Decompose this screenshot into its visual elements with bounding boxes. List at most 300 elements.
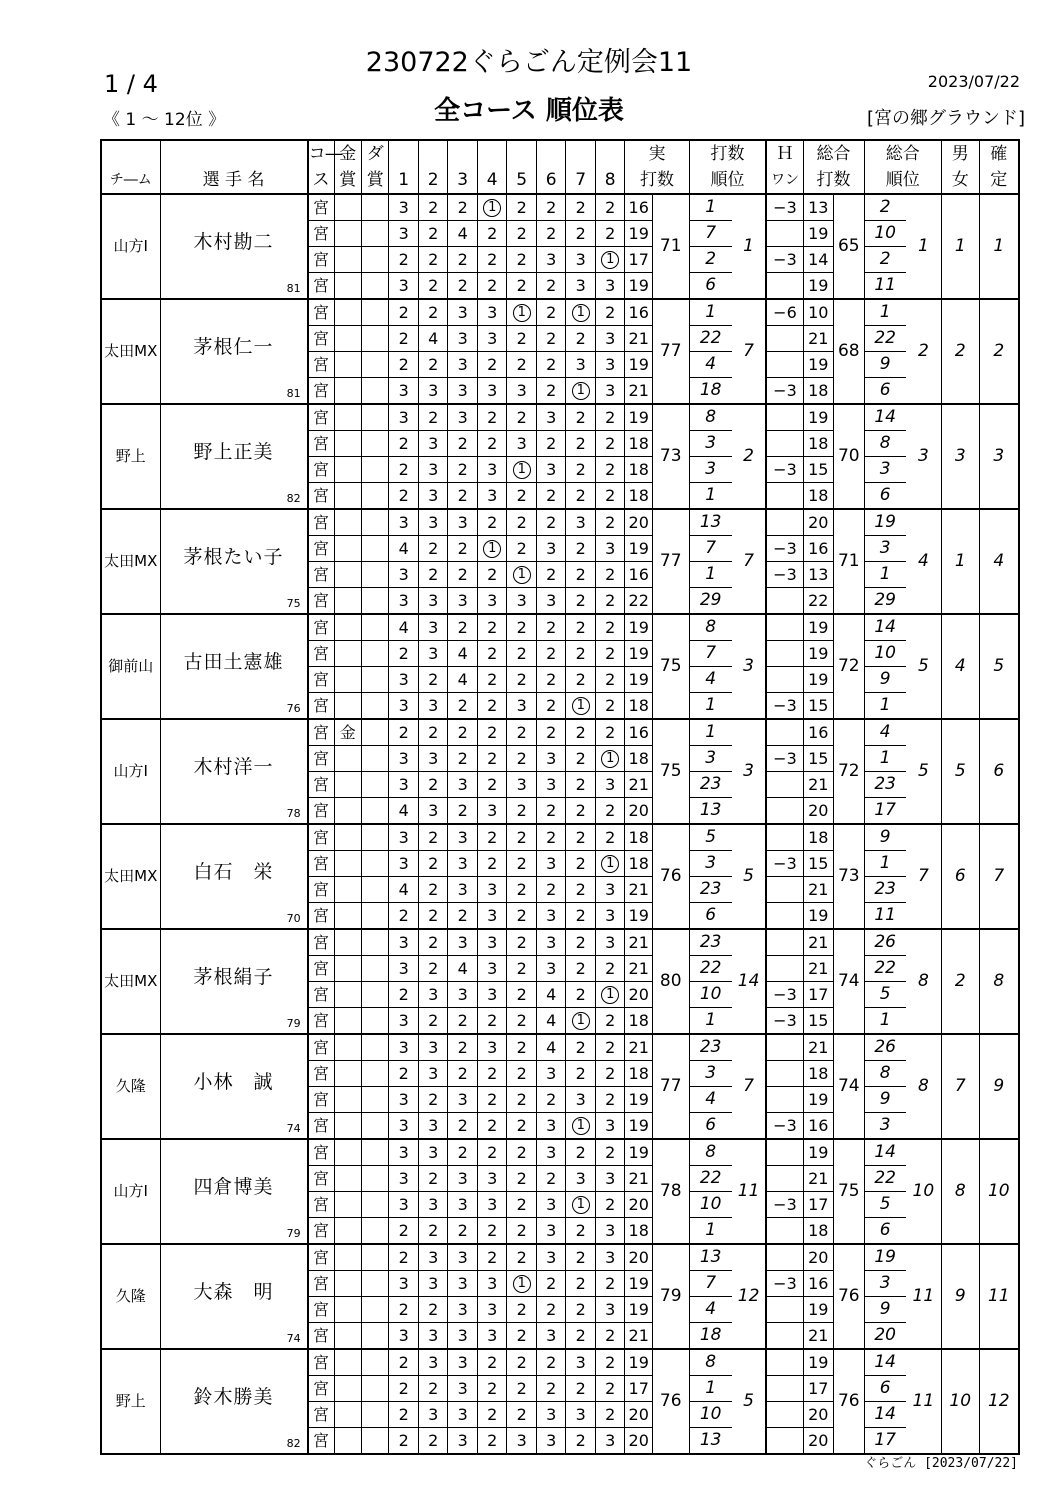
hole-score-cell: 3 [477, 1192, 507, 1218]
hole-in-one-bonus [766, 588, 803, 615]
hole-score-cell: 2 [448, 194, 478, 221]
round-total-rank: 14 [864, 1349, 906, 1376]
round-stroke-rank: 6 [689, 903, 732, 930]
hole-score-cell: 2 [418, 1008, 448, 1035]
hole-score-cell: 3 [389, 1192, 419, 1218]
hole-score-cell: 2 [477, 1139, 507, 1166]
round-stroke-rank: 3 [689, 746, 732, 772]
hole-in-one-bonus: −3 [766, 247, 803, 273]
player-name [160, 1139, 308, 1244]
round-total-score: 19 [803, 1087, 834, 1113]
actual-strokes: 80 [652, 929, 689, 1034]
hole-score-cell: 3 [536, 929, 566, 956]
da-cell [362, 509, 389, 536]
course-cell: 宮 [308, 1297, 334, 1323]
hole-score-cell: 2 [595, 798, 625, 825]
hole-score-cell: 2 [595, 1402, 625, 1428]
hole-score-cell: 2 [566, 588, 596, 615]
da-cell [362, 1139, 389, 1166]
round-score: 16 [625, 719, 652, 746]
hole-score-cell: 2 [566, 641, 596, 667]
hole-in-one-bonus [766, 1087, 803, 1113]
hole-score-cell: 2 [418, 536, 448, 562]
hole-score-cell: 3 [418, 982, 448, 1008]
player-name [160, 614, 308, 719]
hole-score-cell: 3 [418, 1139, 448, 1166]
hole-score-cell: 2 [595, 956, 625, 982]
round-total-score: 19 [803, 1297, 834, 1323]
overall-rank: 11 [906, 1244, 942, 1349]
round-score: 21 [625, 1034, 652, 1061]
event-date: 2023/07/22 [927, 72, 1020, 91]
hole-score-cell: 2 [477, 1218, 507, 1245]
round-score: 19 [625, 1349, 652, 1376]
round-total-score: 19 [803, 667, 834, 693]
round-total-rank: 23 [864, 877, 906, 903]
hole-score-cell: 3 [448, 404, 478, 431]
actual-strokes: 77 [652, 299, 689, 404]
kin-cell [334, 562, 361, 588]
player-name-text: 小林 誠 [193, 1071, 274, 1093]
hole-score-cell: 2 [418, 719, 448, 746]
hole-score-cell: 2 [536, 877, 566, 903]
hole-score-cell: 2 [595, 1087, 625, 1113]
sex-rank: 9 [941, 1244, 979, 1349]
actual-strokes: 73 [652, 404, 689, 509]
kin-cell [334, 1218, 361, 1245]
hole-in-one-mark: 1 [572, 697, 590, 715]
player-name-text: 茅根仁一 [193, 336, 274, 358]
round-stroke-rank: 22 [689, 326, 732, 352]
round-total-score: 19 [803, 1139, 834, 1166]
sex-rank: 2 [941, 929, 979, 1034]
hole-score-cell: 3 [507, 588, 537, 615]
hole-in-one-mark: 1 [601, 251, 619, 269]
round-total-rank: 14 [864, 404, 906, 431]
course-cell: 宮 [308, 509, 334, 536]
round-total-rank: 6 [864, 483, 906, 510]
round-total-rank: 5 [864, 1192, 906, 1218]
hole-score-cell: 3 [389, 746, 419, 772]
player-name [160, 1034, 308, 1139]
round-score: 21 [625, 378, 652, 405]
hole-score-cell: 2 [477, 562, 507, 588]
hole-score-cell: 3 [448, 772, 478, 798]
hole-score-cell: 3 [536, 1061, 566, 1087]
hole-score-cell: 2 [389, 1244, 419, 1271]
hole-score-cell: 3 [389, 1113, 419, 1140]
hole-score-cell: 2 [595, 1008, 625, 1035]
kin-cell [334, 1428, 361, 1455]
da-cell [362, 1323, 389, 1350]
actual-strokes: 79 [652, 1244, 689, 1349]
hole-score-cell: 2 [477, 824, 507, 851]
hole-score-cell: 2 [477, 1402, 507, 1428]
page-title: 230722ぐらごん定例会11 [365, 47, 693, 78]
hole-score-cell: 2 [507, 614, 537, 641]
hole-score-cell: 2 [536, 562, 566, 588]
hole-score-cell: 2 [507, 982, 537, 1008]
kin-cell [334, 1034, 361, 1061]
hole-score-cell: 2 [418, 877, 448, 903]
course-cell: 宮 [308, 1218, 334, 1245]
hole-score-cell: 3 [389, 1271, 419, 1297]
hole-score-cell: 2 [477, 1428, 507, 1455]
round-total-score: 20 [803, 1244, 834, 1271]
round-total-rank: 22 [864, 956, 906, 982]
hole-score-cell: 2 [448, 719, 478, 746]
course-cell: 宮 [308, 614, 334, 641]
hole-in-one-bonus: −3 [766, 1192, 803, 1218]
kin-cell [334, 457, 361, 483]
hole-score-cell: 2 [418, 221, 448, 247]
round-total-rank: 8 [864, 431, 906, 457]
hole-score-cell: 2 [448, 1139, 478, 1166]
da-cell [362, 273, 389, 300]
da-cell [362, 851, 389, 877]
hole-score-cell: 2 [536, 483, 566, 510]
hole-score-cell: 3 [448, 1166, 478, 1192]
round-score: 18 [625, 824, 652, 851]
course-cell: 宮 [308, 1139, 334, 1166]
hole-score-cell: 2 [507, 1008, 537, 1035]
hole-score-cell [566, 1008, 596, 1035]
hole-score-cell: 3 [536, 1428, 566, 1455]
hole-score-cell: 2 [507, 326, 537, 352]
hole-score-cell: 2 [507, 877, 537, 903]
hole-score-cell: 2 [507, 1218, 537, 1245]
hole-score-cell: 3 [448, 1323, 478, 1350]
hole-score-cell: 2 [507, 1139, 537, 1166]
sex-rank: 1 [941, 194, 979, 299]
course-cell: 宮 [308, 693, 334, 720]
hole-score-cell: 3 [418, 457, 448, 483]
hole-score-cell: 2 [448, 798, 478, 825]
hole-score-cell: 2 [595, 1034, 625, 1061]
hole-score-cell: 2 [595, 194, 625, 221]
hole-score-cell: 3 [477, 798, 507, 825]
round-total-rank: 10 [864, 641, 906, 667]
round-score: 19 [625, 641, 652, 667]
round-score: 17 [625, 247, 652, 273]
hole-score-cell: 2 [566, 1376, 596, 1402]
hole-score-cell: 3 [448, 299, 478, 326]
hole-score-cell: 3 [418, 798, 448, 825]
actual-strokes: 77 [652, 1034, 689, 1139]
course-cell: 宮 [308, 1061, 334, 1087]
kin-cell [334, 1323, 361, 1350]
round-total-score: 19 [803, 903, 834, 930]
round-total-rank: 9 [864, 352, 906, 378]
hole-score-cell: 3 [507, 378, 537, 405]
hole-score-cell: 2 [418, 194, 448, 221]
round-score: 21 [625, 877, 652, 903]
course-cell: 宮 [308, 1166, 334, 1192]
kin-cell: 金 [334, 719, 361, 746]
rank-range: 《 1 ～ 12位 》 [103, 110, 226, 130]
hole-score-cell: 2 [477, 746, 507, 772]
kin-cell [334, 352, 361, 378]
round-score: 21 [625, 772, 652, 798]
round-total-score: 14 [803, 247, 834, 273]
hole-score-cell [566, 378, 596, 405]
hole-score-cell: 2 [566, 798, 596, 825]
hole-score-cell: 2 [418, 903, 448, 930]
hole-score-cell: 2 [477, 1376, 507, 1402]
hole-score-cell: 2 [566, 1297, 596, 1323]
player-age: 82 [286, 492, 301, 505]
hole-score-cell: 3 [448, 1349, 478, 1376]
round-score: 19 [625, 614, 652, 641]
kin-cell [334, 798, 361, 825]
da-cell [362, 1061, 389, 1087]
kin-cell [334, 1192, 361, 1218]
hole-score-cell: 3 [389, 194, 419, 221]
hole-score-cell: 3 [477, 1166, 507, 1192]
course-cell: 宮 [308, 326, 334, 352]
round-total-score: 19 [803, 641, 834, 667]
hole-score-cell: 2 [389, 483, 419, 510]
hole-in-one-bonus [766, 956, 803, 982]
kin-cell [334, 1113, 361, 1140]
hole-score-cell: 2 [389, 457, 419, 483]
hole-score-cell: 2 [595, 641, 625, 667]
hole-in-one-bonus [766, 352, 803, 378]
hole-score-cell: 3 [536, 851, 566, 877]
round-stroke-rank: 7 [689, 641, 732, 667]
round-total-score: 16 [803, 536, 834, 562]
hole-score-cell: 2 [536, 273, 566, 300]
hole-score-cell: 2 [536, 667, 566, 693]
hole-score-cell: 2 [507, 667, 537, 693]
hole-score-cell: 2 [566, 614, 596, 641]
round-score: 19 [625, 221, 652, 247]
hole-score-cell: 2 [566, 746, 596, 772]
hole-in-one-bonus [766, 1428, 803, 1455]
round-total-rank: 3 [864, 457, 906, 483]
round-stroke-rank: 3 [689, 851, 732, 877]
player-team: 山方Ⅰ [101, 1139, 160, 1244]
hole-score-cell: 3 [595, 536, 625, 562]
round-total-score: 21 [803, 326, 834, 352]
round-score: 20 [625, 798, 652, 825]
hole-score-cell: 2 [595, 1061, 625, 1087]
col-final: 確 [979, 140, 1019, 167]
table-body [101, 194, 1019, 1454]
hole-in-one-bonus: −3 [766, 378, 803, 405]
total-strokes: 76 [834, 1244, 865, 1349]
hole-score-cell: 3 [477, 1297, 507, 1323]
da-cell [362, 641, 389, 667]
total-strokes: 74 [834, 929, 865, 1034]
col-kin: 金 [334, 140, 361, 167]
round-score: 21 [625, 1323, 652, 1350]
round-total-score: 18 [803, 824, 834, 851]
round-score: 20 [625, 1402, 652, 1428]
round-stroke-rank: 23 [689, 929, 732, 956]
player-name [160, 299, 308, 404]
hole-score-cell: 2 [507, 1034, 537, 1061]
venue: [宮の郷グラウンド] [866, 108, 1025, 129]
course-cell: 宮 [308, 746, 334, 772]
round-total-rank: 29 [864, 588, 906, 615]
kin-cell [334, 431, 361, 457]
col-hole: 2 [418, 167, 448, 194]
hole-score-cell: 3 [448, 1402, 478, 1428]
hole-in-one-bonus: −3 [766, 457, 803, 483]
col-hole: 5 [507, 167, 537, 194]
col-hole: 4 [477, 167, 507, 194]
player-name-text: 野上正美 [193, 441, 274, 463]
player-age: 78 [286, 807, 301, 820]
hole-score-cell: 2 [536, 1271, 566, 1297]
round-stroke-rank: 10 [689, 982, 732, 1008]
hole-score-cell: 2 [448, 536, 478, 562]
course-cell: 宮 [308, 378, 334, 405]
hole-score-cell: 2 [536, 326, 566, 352]
course-cell: 宮 [308, 772, 334, 798]
final-rank: 3 [979, 404, 1019, 509]
hole-in-one-mark: 1 [572, 382, 590, 400]
course-cell: 宮 [308, 1244, 334, 1271]
hole-score-cell: 2 [595, 1271, 625, 1297]
overall-rank: 7 [906, 824, 942, 929]
course-cell: 宮 [308, 562, 334, 588]
hole-score-cell: 2 [448, 247, 478, 273]
round-total-rank: 9 [864, 1297, 906, 1323]
hole-score-cell: 3 [566, 509, 596, 536]
hole-score-cell: 2 [536, 299, 566, 326]
hole-score-cell: 2 [536, 641, 566, 667]
kin-cell [334, 772, 361, 798]
round-total-score: 21 [803, 1166, 834, 1192]
round-total-score: 18 [803, 483, 834, 510]
col-total: 総合 [803, 140, 864, 167]
round-total-rank: 1 [864, 851, 906, 877]
hole-in-one-bonus [766, 903, 803, 930]
hole-score-cell: 2 [536, 824, 566, 851]
hole-in-one-bonus: −3 [766, 982, 803, 1008]
hole-in-one-bonus [766, 273, 803, 300]
hole-score-cell: 4 [389, 536, 419, 562]
hole-score-cell [595, 851, 625, 877]
hole-score-cell: 2 [389, 1428, 419, 1455]
hole-score-cell: 3 [536, 1323, 566, 1350]
round-total-score: 17 [803, 1376, 834, 1402]
course-cell: 宮 [308, 273, 334, 300]
player-name [160, 824, 308, 929]
round-total-score: 18 [803, 1061, 834, 1087]
hole-score-cell: 2 [418, 273, 448, 300]
hole-score-cell: 3 [418, 509, 448, 536]
hole-score-cell: 2 [448, 614, 478, 641]
hole-score-cell: 2 [536, 431, 566, 457]
hole-score-cell: 3 [507, 693, 537, 720]
hole-score-cell: 3 [418, 1323, 448, 1350]
hole-score-cell: 3 [389, 1008, 419, 1035]
hole-score-cell: 3 [418, 1113, 448, 1140]
overall-rank: 3 [906, 404, 942, 509]
round-stroke-rank: 22 [689, 956, 732, 982]
hole-score-cell: 2 [566, 326, 596, 352]
hole-score-cell: 3 [448, 326, 478, 352]
hole-score-cell: 4 [448, 956, 478, 982]
da-cell [362, 667, 389, 693]
hole-score-cell: 2 [566, 877, 596, 903]
hole-in-one-bonus [766, 719, 803, 746]
table-row [101, 404, 1019, 431]
round-total-score: 21 [803, 877, 834, 903]
hole-score-cell: 2 [477, 1061, 507, 1087]
kin-cell [334, 667, 361, 693]
hole-score-cell: 2 [507, 929, 537, 956]
hole-in-one-bonus: −3 [766, 194, 803, 221]
total-strokes: 70 [834, 404, 865, 509]
hole-score-cell: 2 [477, 641, 507, 667]
round-score: 19 [625, 1113, 652, 1140]
round-score: 19 [625, 536, 652, 562]
hole-score-cell: 3 [448, 509, 478, 536]
hole-score-cell: 3 [418, 588, 448, 615]
hole-in-one-bonus: −3 [766, 1008, 803, 1035]
da-cell [362, 824, 389, 851]
hole-score-cell: 2 [418, 667, 448, 693]
da-cell [362, 352, 389, 378]
hole-in-one-bonus: −3 [766, 562, 803, 588]
hole-score-cell: 3 [418, 1402, 448, 1428]
round-total-rank: 9 [864, 1087, 906, 1113]
kin-cell [334, 929, 361, 956]
course-cell: 宮 [308, 431, 334, 457]
round-total-score: 16 [803, 1113, 834, 1140]
hole-score-cell: 2 [595, 221, 625, 247]
hole-score-cell: 2 [566, 1323, 596, 1350]
hole-score-cell: 2 [477, 851, 507, 877]
total-strokes: 76 [834, 1349, 865, 1454]
round-stroke-rank: 18 [689, 1323, 732, 1350]
hole-score-cell: 2 [566, 431, 596, 457]
hole-score-cell [595, 247, 625, 273]
hole-score-cell: 2 [595, 614, 625, 641]
table-row [101, 614, 1019, 641]
player-name [160, 1244, 308, 1349]
player-name-text: 大森 明 [193, 1281, 274, 1303]
hole-score-cell: 3 [536, 1139, 566, 1166]
hole-score-cell: 3 [477, 588, 507, 615]
round-stroke-rank: 3 [689, 457, 732, 483]
player-team: 久隆 [101, 1244, 160, 1349]
sex-rank: 3 [941, 404, 979, 509]
hole-in-one-bonus [766, 404, 803, 431]
course-cell: 宮 [308, 457, 334, 483]
round-total-rank: 6 [864, 1218, 906, 1245]
hole-in-one-bonus [766, 1297, 803, 1323]
hole-score-cell: 2 [595, 404, 625, 431]
hole-score-cell: 3 [536, 536, 566, 562]
course-cell: 宮 [308, 1349, 334, 1376]
round-stroke-rank: 18 [689, 378, 732, 405]
hole-score-cell: 3 [389, 1139, 419, 1166]
hole-in-one-bonus [766, 1323, 803, 1350]
hole-score-cell: 3 [595, 1428, 625, 1455]
hole-score-cell: 3 [477, 457, 507, 483]
hole-score-cell: 3 [418, 1034, 448, 1061]
round-score: 20 [625, 509, 652, 536]
kin-cell [334, 614, 361, 641]
round-total-rank: 6 [864, 1376, 906, 1402]
course-cell: 宮 [308, 956, 334, 982]
hole-score-cell: 3 [477, 483, 507, 510]
